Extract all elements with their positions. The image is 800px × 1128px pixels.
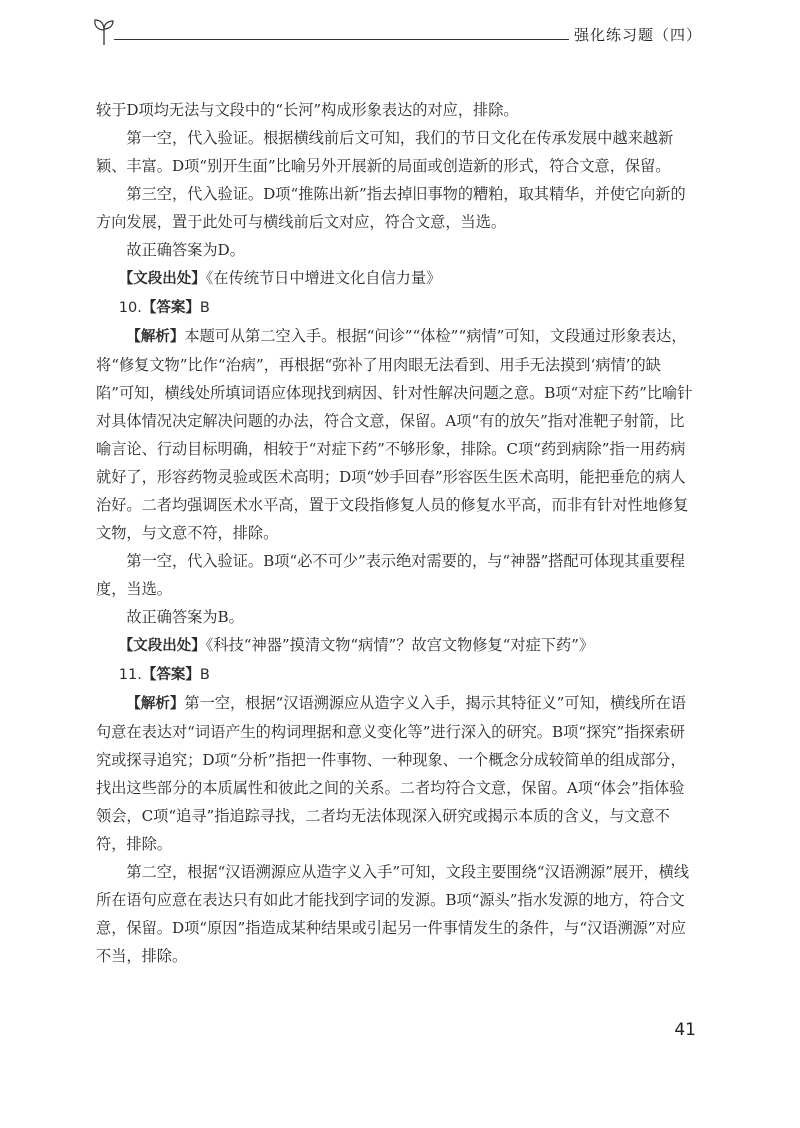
analysis-paragraph-q11 (96, 689, 698, 858)
analysis-text: 本题可从第二空入手。根据“问诊”“体检”“病情”可知，文段通过形象表达，将“修复文物”比作“治病”，再根据“弥补了用肉眼无法看到、用手无法摸到‘病情’的缺陷”可知，横线处所填词语应体现找到病因、针对性解决问题之意。B项“对症下药”比喻针对具体情况决定解决问题的办法，符合文意，保留。A项“有的放矢”指对准靶子射箭，比喻言论、行动目标明确，相较于“对症下药”不够形象，排除。C项“药到病除”指一用药病就好了，形容药物灵验或医术高明；D项“妙手回春”形容医生医术高明，能把垂危的病人治好。二者均强调医术水平高，置于文段指修复人员的修复水平高，而非有针对性地修复文物，与文意不符，排除。 (96, 327, 693, 542)
page-number: 41 (674, 1020, 696, 1040)
paragraph: 较于D项均无法与文段中的“长河”构成形象表达的对应，排除。 (96, 101, 519, 119)
source-line-q9 (96, 264, 698, 293)
paragraph: 第二空，根据“汉语溯源应从造字义入手”可知，文段主要围绕“汉语溯源”展开，横线所在语句应意在表达只有如此才能找到字词的发源。B项“源头”指水发源的地方，符合文意，保留。D项“原因”指造成某种结果或引起另一件事情发生的条件，与“汉语溯源”对应不当，排除。 (96, 863, 690, 965)
header-title: 强化练习题（四） (573, 26, 702, 44)
paragraph: 第一空，代入验证。B项“必不可少”表示绝对需要的，与“神器”搭配可体现其重要程度，当选。 (96, 552, 685, 598)
page-content (96, 96, 698, 970)
answer-tag: 【答案】 (141, 667, 200, 683)
answer-line-q11 (96, 660, 698, 689)
source-text: 《科技“神器”摸清文物“病情”？故宫文物修复“对症下药”》 (205, 636, 595, 654)
page-header (92, 14, 702, 50)
paragraph: 故正确答案为D。 (126, 241, 245, 259)
answer-value: B (199, 300, 210, 316)
question-number: 11. (118, 667, 142, 683)
source-line-q10 (96, 631, 698, 660)
paragraph: 故正确答案为B。 (126, 608, 244, 626)
question-number: 10. (118, 300, 142, 316)
paragraph: 第三空，代入验证。D项“推陈出新”指去掉旧事物的糟粕，取其精华，并使它向新的方向发展，置于此处可与横线前后文对应，符合文意，当选。 (96, 185, 686, 231)
analysis-text: 第一空，根据“汉语溯源应从造字义入手，揭示其特征义”可知，横线所在语句意在表达对“词语产生的构词理据和意义变化等”进行深入的研究。B项“探究”指探索研究或探寻追究；D项“分析”指把一件事物、一种现象、一个概念分成较简单的组成部分，找出这些部分的本质属性和彼此之间的关系。二者均符合文意，保留。A项“体会”指体验领会，C项“追寻”指追踪寻找，二者均无法体现深入研究或揭示本质的含义，与文意不符，排除。 (96, 694, 686, 853)
paragraph: 第一空，代入验证。根据横线前后文可知，我们的节日文化在传承发展中越来越新颖、丰富。D项“别开生面”比喻另外开展新的局面或创造新的形式，符合文意，保留。 (96, 129, 674, 175)
answer-tag: 【答案】 (141, 300, 200, 316)
analysis-tag: 【解析】 (126, 329, 185, 345)
source-tag: 【文段出处】 (118, 271, 206, 287)
answer-value: B (199, 667, 210, 683)
source-text: 《在传统节日中增进文化自信力量》 (205, 269, 442, 287)
sprout-icon (92, 16, 116, 46)
header-rule (114, 39, 569, 40)
source-tag: 【文段出处】 (118, 638, 206, 654)
analysis-tag: 【解析】 (126, 696, 185, 712)
answer-line-q10 (96, 293, 698, 322)
analysis-paragraph-q10 (96, 322, 698, 547)
